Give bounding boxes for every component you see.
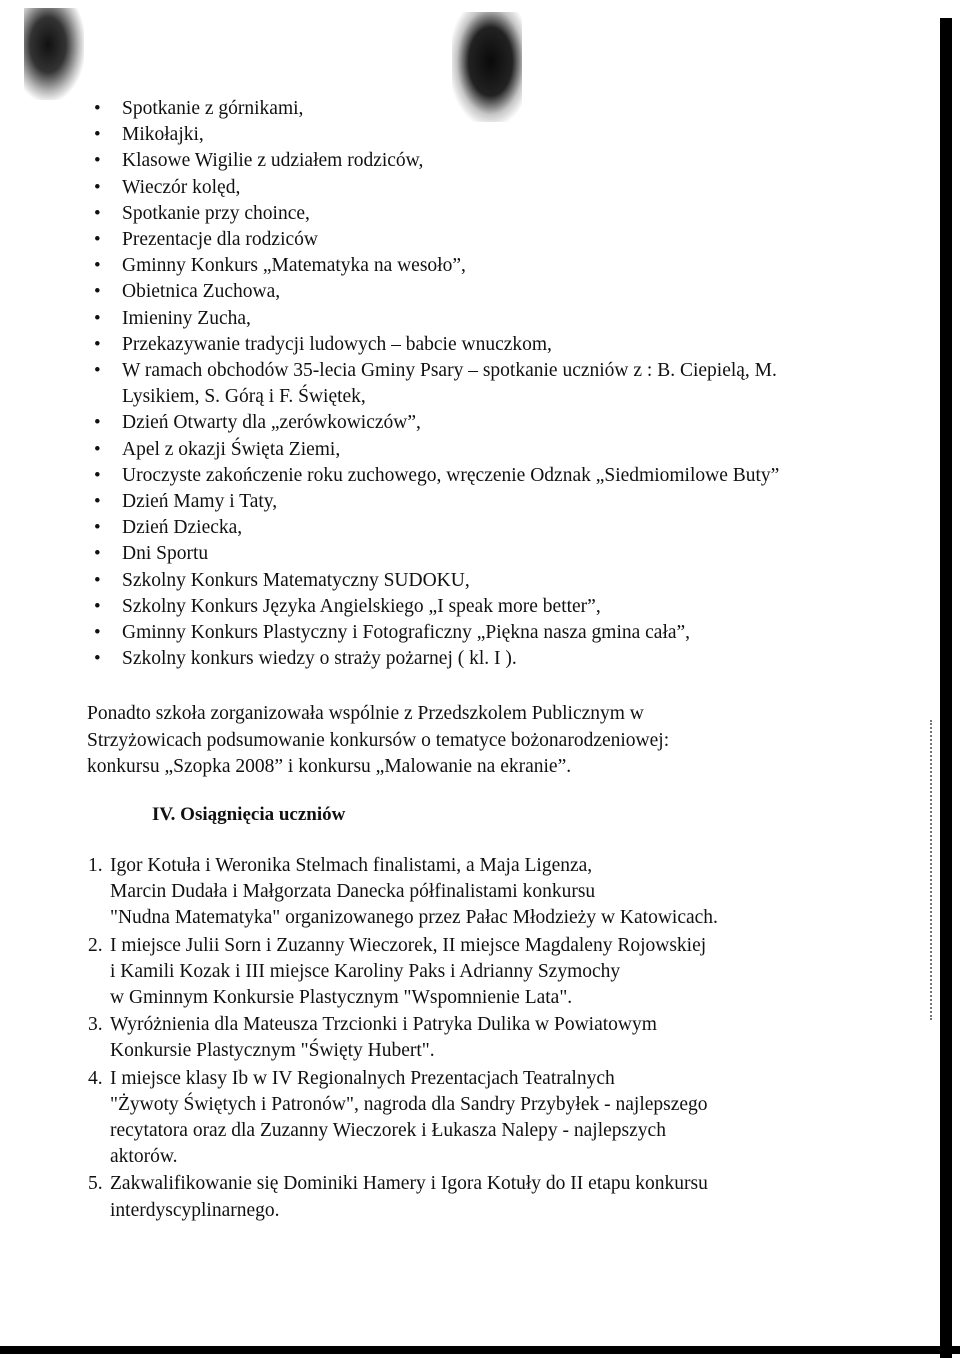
bullet-item: • W ramach obchodów 35-lecia Gminy Psary – spotkanie uczniów z : B. Ciepielą, M. Lysikiem, S. Górą i F. Świętek, [86,358,846,410]
achievement-line: "Żywoty Świętych i Patronów", nagroda dla Sandry Przybyłek - najlepszego [110,1093,708,1115]
achievement-number: 3. [88,1014,103,1036]
bullet-item: • Spotkanie przy choince, [86,201,846,227]
bullet-item: • Uroczyste zakończenie roku zuchowego, wręczenie Odznak „Siedmiomilowe Buty” [86,463,846,489]
achievement-line: interdyscyplinarnego. [110,1199,280,1221]
bullet-item: • Gminny Konkurs „Matematyka na wesoło”, [86,253,846,279]
achievement-line: w Gminnym Konkursie Plastycznym "Wspomnienie Lata". [110,987,573,1009]
achievement-line: recytatora oraz dla Zuzanny Wieczorek i Łukasza Nalepy - najlepszych [110,1120,666,1142]
bullet-item: • Imieniny Zucha, [86,306,846,332]
summary-paragraph [87,701,847,781]
section-heading: IV. Osiągnięcia uczniów [152,804,346,825]
bullet-item: • Przekazywanie tradycji ludowych – babcie wnuczkom, [86,332,846,358]
achievement-item [88,853,868,932]
paragraph-line: Ponadto szkoła zorganizowała wspólnie z Przedszkolem Publicznym w [87,703,644,724]
achievement-line: Konkursie Plastycznym "Święty Hubert". [110,1040,435,1062]
events-bullet-list [86,96,846,672]
bullet-item: • Wieczór kolęd, [86,175,846,201]
achievement-item [88,1171,868,1223]
achievement-line: "Nudna Matematyka" organizowanego przez Pałac Młodzieży w Katowicach. [110,907,718,929]
achievement-line: aktorów. [110,1146,178,1168]
scan-edge-right [940,18,952,1358]
bullet-item: • Apel z okazji Święta Ziemi, [86,437,846,463]
achievement-line: I miejsce klasy Ib w IV Regionalnych Prezentacjach Teatralnych [110,1067,615,1089]
achievement-item [88,1066,868,1171]
bullet-item: • Gminny Konkurs Plastyczny i Fotograficzny „Piękna nasza gmina cała”, [86,620,846,646]
achievement-number: 2. [88,934,103,956]
achievement-line: Marcin Dudała i Małgorzata Danecka półfinalistami konkursu [110,881,596,903]
bullet-item: • Obietnica Zuchowa, [86,279,846,305]
scan-noise-right [930,720,935,1020]
bullet-item: • Klasowe Wigilie z udziałem rodziców, [86,148,846,174]
bullet-item: • Dzień Mamy i Taty, [86,489,846,515]
bullet-item: • Dni Sportu [86,541,846,567]
paragraph-line: Strzyżowicach podsumowanie konkursów o tematyce bożonarodzeniowej: [87,729,670,751]
achievement-line: Igor Kotuła i Weronika Stelmach finalistami, a Maja Ligenza, [110,855,593,876]
scan-smudge-top-left [24,8,84,100]
achievement-line: i Kamili Kozak i III miejsce Karoliny Paks i Adrianny Szymochy [110,960,621,982]
achievement-item [88,933,868,1012]
bullet-item: • Mikołajki, [86,122,846,148]
achievement-number: 4. [88,1067,103,1089]
paragraph-line: konkursu „Szopka 2008” i konkursu „Malowanie na ekranie”. [87,756,572,777]
achievements-list [88,853,868,1225]
achievement-line: Zakwalifikowanie się Dominiki Hamery i Igora Kotuły do II etapu konkursu [110,1173,708,1195]
bullet-item: • Dzień Dziecka, [86,515,846,541]
achievement-item [88,1012,868,1064]
bullet-item: • Szkolny Konkurs Języka Angielskiego „I speak more better”, [86,594,846,620]
bullet-item: • Dzień Otwarty dla „zerówkowiczów”, [86,410,846,436]
achievement-number: 5. [88,1173,103,1195]
scan-edge-bottom [0,1346,960,1354]
achievement-line: Wyróżnienia dla Mateusza Trzcionki i Patryka Dulika w Powiatowym [110,1014,657,1036]
bullet-item: • Szkolny Konkurs Matematyczny SUDOKU, [86,568,846,594]
achievement-number: 1. [88,855,103,876]
bullet-item: • Szkolny konkurs wiedzy o straży pożarnej ( kl. I ). [86,646,846,672]
achievement-line: I miejsce Julii Sorn i Zuzanny Wieczorek, II miejsce Magdaleny Rojowskiej [110,934,707,956]
bullet-item: • Spotkanie z górnikami, [86,96,846,122]
bullet-item: • Prezentacje dla rodziców [86,227,846,253]
